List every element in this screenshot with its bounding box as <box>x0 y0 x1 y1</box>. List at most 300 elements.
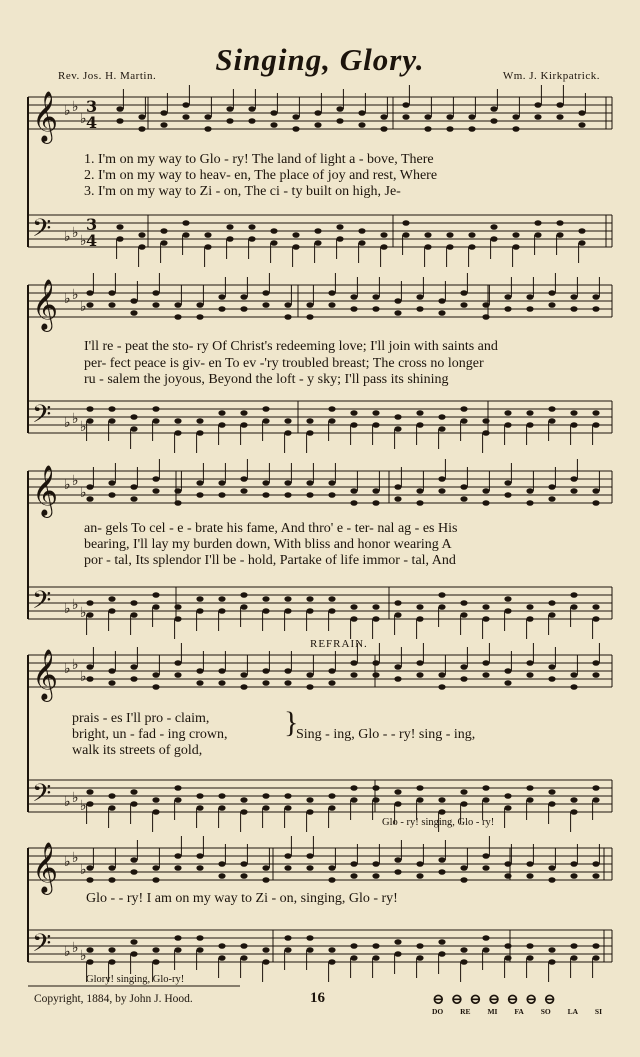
notehead <box>328 290 335 296</box>
notehead <box>526 660 533 666</box>
page-number: 16 <box>310 990 325 1006</box>
notehead <box>174 488 181 494</box>
notehead <box>86 418 93 424</box>
notehead <box>328 680 335 686</box>
notehead <box>160 122 167 128</box>
notehead <box>174 604 181 610</box>
notehead <box>438 298 445 304</box>
notehead <box>350 306 357 312</box>
notehead <box>592 943 599 949</box>
bass-clef-icon: 𝄢 <box>32 214 52 249</box>
notehead <box>358 122 365 128</box>
notehead <box>482 418 489 424</box>
notehead <box>570 797 577 803</box>
notehead <box>306 430 313 436</box>
notehead <box>394 939 401 945</box>
notehead <box>284 793 291 799</box>
notehead <box>218 873 225 879</box>
hymn-title: Singing, Glory. <box>215 42 425 77</box>
notehead <box>350 660 357 666</box>
notehead <box>248 236 255 242</box>
notehead <box>328 608 335 614</box>
notehead <box>460 789 467 795</box>
notehead <box>402 114 409 120</box>
verse-3-line-1: 3. I'm on my way to Zi - on, The ci - ty built on high, Je- <box>84 184 401 199</box>
flat-icon: ♭ <box>80 669 87 685</box>
notehead <box>438 684 445 690</box>
notehead <box>204 114 211 120</box>
notehead <box>174 314 181 320</box>
notehead <box>394 951 401 957</box>
notehead <box>438 476 445 482</box>
notehead <box>328 947 335 953</box>
notehead <box>372 500 379 506</box>
notehead <box>130 676 137 682</box>
notehead <box>196 805 203 811</box>
notehead <box>130 298 137 304</box>
notehead <box>196 430 203 436</box>
notehead <box>306 418 313 424</box>
notehead <box>548 600 555 606</box>
notehead <box>570 672 577 678</box>
notehead <box>174 853 181 859</box>
notehead <box>196 853 203 859</box>
notehead <box>226 106 233 112</box>
notehead <box>116 118 123 124</box>
flat-icon: ♭ <box>72 597 79 613</box>
notehead <box>350 873 357 879</box>
flat-icon: ♭ <box>72 850 79 866</box>
notehead <box>534 114 541 120</box>
notehead <box>86 290 93 296</box>
notehead <box>460 406 467 412</box>
notehead <box>512 232 519 238</box>
notehead <box>130 939 137 945</box>
notehead <box>328 793 335 799</box>
notehead <box>328 492 335 498</box>
notehead <box>570 592 577 598</box>
notehead <box>460 302 467 308</box>
notehead <box>438 426 445 432</box>
refrain-lyric-2: Glo - - ry! I am on my way to Zi - on, singing, Glo - ry! <box>86 891 398 906</box>
solfa-la: LA <box>567 1007 579 1016</box>
notehead <box>394 496 401 502</box>
notehead <box>306 809 313 815</box>
notehead <box>196 608 203 614</box>
notehead <box>174 430 181 436</box>
notehead <box>548 959 555 965</box>
notehead <box>548 406 555 412</box>
notehead <box>570 294 577 300</box>
notehead <box>482 616 489 622</box>
notehead <box>534 102 541 108</box>
notehead <box>240 672 247 678</box>
notehead <box>240 306 247 312</box>
notehead <box>138 114 145 120</box>
notehead <box>548 612 555 618</box>
bass-clef-icon: 𝄢 <box>32 586 52 621</box>
notehead <box>152 959 159 965</box>
notehead <box>460 290 467 296</box>
notehead <box>570 604 577 610</box>
notehead <box>108 865 115 871</box>
verse-2-line-4: bright, un - fad - ing crown, <box>72 727 228 742</box>
notehead <box>394 310 401 316</box>
notehead <box>160 240 167 246</box>
notehead <box>248 224 255 230</box>
notehead <box>174 797 181 803</box>
notehead <box>350 797 357 803</box>
notehead <box>196 314 203 320</box>
notehead <box>284 608 291 614</box>
notehead <box>204 232 211 238</box>
notehead <box>438 939 445 945</box>
notehead <box>152 947 159 953</box>
flat-icon: ♭ <box>80 485 87 501</box>
notehead <box>292 232 299 238</box>
bass-clef-icon: 𝄢 <box>32 779 52 814</box>
notehead <box>438 809 445 815</box>
notehead <box>182 102 189 108</box>
notehead <box>548 664 555 670</box>
treble-clef-icon: 𝄞 <box>32 649 59 700</box>
notehead <box>152 418 159 424</box>
notehead <box>108 406 115 412</box>
notehead <box>262 480 269 486</box>
notehead <box>226 224 233 230</box>
notehead <box>482 488 489 494</box>
notehead <box>174 418 181 424</box>
notehead <box>240 797 247 803</box>
notehead <box>86 406 93 412</box>
notehead <box>526 616 533 622</box>
notehead <box>138 244 145 250</box>
notehead <box>306 947 313 953</box>
notehead <box>526 873 533 879</box>
notehead <box>174 500 181 506</box>
notehead <box>240 488 247 494</box>
notehead <box>556 220 563 226</box>
notehead <box>262 418 269 424</box>
notehead <box>116 236 123 242</box>
notehead <box>108 492 115 498</box>
notehead <box>306 492 313 498</box>
verse-3-line-4: walk its streets of gold, <box>72 743 203 758</box>
notehead <box>152 302 159 308</box>
verse-2-line-3: bearing, I'll lay my burden down, With bliss and honor wearing A <box>84 537 452 552</box>
notehead <box>446 232 453 238</box>
notehead <box>328 418 335 424</box>
notehead <box>306 672 313 678</box>
notehead <box>482 935 489 941</box>
notehead <box>592 488 599 494</box>
flat-icon: ♭ <box>64 415 71 431</box>
time-sig-bass-bottom: 4 <box>86 231 98 250</box>
notehead <box>262 865 269 871</box>
notehead <box>372 660 379 666</box>
notehead <box>284 853 291 859</box>
notehead <box>262 680 269 686</box>
notehead <box>306 302 313 308</box>
notehead <box>350 943 357 949</box>
flat-icon: ♭ <box>64 794 71 810</box>
notehead <box>284 668 291 674</box>
notehead <box>424 244 431 250</box>
notehead <box>416 660 423 666</box>
notehead <box>490 106 497 112</box>
notehead <box>504 410 511 416</box>
notehead <box>284 418 291 424</box>
notehead <box>196 302 203 308</box>
notehead <box>130 484 137 490</box>
notehead <box>394 801 401 807</box>
notehead <box>504 943 511 949</box>
notehead <box>152 865 159 871</box>
composer-credit: Wm. J. Kirkpatrick. <box>502 70 600 82</box>
notehead <box>556 114 563 120</box>
notehead <box>196 480 203 486</box>
notehead <box>196 418 203 424</box>
notehead <box>108 480 115 486</box>
notehead <box>526 604 533 610</box>
notehead <box>548 877 555 883</box>
verse-2-line-2: per- fect peace is giv- en To ev -'ry troubled breast; The cross no longer <box>84 356 484 371</box>
verse-3-line-3: por - tal, Its splendor I'll be - hold, Partake of life immor - tal, And <box>84 553 456 568</box>
notehead <box>270 110 277 116</box>
notehead <box>372 785 379 791</box>
flat-icon: ♭ <box>64 944 71 960</box>
notehead <box>336 118 343 124</box>
notehead <box>152 877 159 883</box>
notehead <box>108 793 115 799</box>
notehead <box>138 126 145 132</box>
notehead <box>218 793 225 799</box>
notehead <box>218 608 225 614</box>
notehead <box>152 809 159 815</box>
notehead <box>570 476 577 482</box>
notehead <box>116 106 123 112</box>
notehead <box>152 797 159 803</box>
notehead <box>86 676 93 682</box>
notehead <box>182 232 189 238</box>
flat-icon: ♭ <box>72 411 79 427</box>
notehead <box>438 414 445 420</box>
notehead <box>556 102 563 108</box>
notehead <box>504 793 511 799</box>
notehead <box>570 873 577 879</box>
notehead <box>86 877 93 883</box>
notehead <box>526 785 533 791</box>
notehead <box>292 244 299 250</box>
notehead <box>526 943 533 949</box>
notehead <box>262 596 269 602</box>
notehead <box>592 955 599 961</box>
notehead <box>416 955 423 961</box>
notehead <box>218 492 225 498</box>
notehead <box>328 865 335 871</box>
notehead <box>402 102 409 108</box>
notehead <box>196 492 203 498</box>
notehead <box>218 306 225 312</box>
notehead <box>570 943 577 949</box>
notehead <box>86 865 93 871</box>
notehead <box>336 236 343 242</box>
flat-icon: ♭ <box>72 790 79 806</box>
notehead <box>218 422 225 428</box>
notehead <box>482 785 489 791</box>
notehead <box>218 294 225 300</box>
notehead <box>130 869 137 875</box>
notehead <box>262 608 269 614</box>
solfa-si: SI <box>594 1007 602 1016</box>
notehead <box>328 668 335 674</box>
notehead <box>328 959 335 965</box>
notehead <box>108 302 115 308</box>
notehead <box>350 294 357 300</box>
notehead <box>460 676 467 682</box>
notehead <box>262 805 269 811</box>
notehead <box>446 244 453 250</box>
notehead <box>160 228 167 234</box>
notehead <box>358 228 365 234</box>
notehead <box>262 492 269 498</box>
notehead <box>292 126 299 132</box>
flat-icon: ♭ <box>64 601 71 617</box>
flat-icon: ♭ <box>72 99 79 115</box>
notehead <box>394 426 401 432</box>
notehead <box>504 861 511 867</box>
time-sig-bass-top: 3 <box>86 215 98 234</box>
notehead <box>512 126 519 132</box>
notehead <box>504 680 511 686</box>
notehead <box>416 604 423 610</box>
notehead <box>460 600 467 606</box>
notehead <box>372 943 379 949</box>
notehead <box>152 592 159 598</box>
notehead <box>262 959 269 965</box>
notehead <box>270 240 277 246</box>
notehead <box>438 857 445 863</box>
time-sig-treble-top: 3 <box>86 97 98 116</box>
notehead <box>504 596 511 602</box>
notehead <box>416 488 423 494</box>
notehead <box>284 935 291 941</box>
notehead <box>284 947 291 953</box>
notehead <box>108 959 115 965</box>
notehead <box>350 604 357 610</box>
notehead <box>284 314 291 320</box>
notehead <box>468 126 475 132</box>
notehead <box>152 604 159 610</box>
refrain-lyric-1: Sing - ing, Glo - - ry! sing - ing, <box>296 727 476 742</box>
notehead <box>174 672 181 678</box>
flat-icon: ♭ <box>72 657 79 673</box>
notehead <box>86 484 93 490</box>
notehead <box>240 861 247 867</box>
notehead <box>372 616 379 622</box>
notehead <box>314 122 321 128</box>
solfa-noteheads-icon: ⊖⊖⊖⊖⊖⊖⊖ <box>432 992 562 1008</box>
notehead <box>570 955 577 961</box>
notehead <box>328 596 335 602</box>
notehead <box>372 955 379 961</box>
notehead <box>218 680 225 686</box>
notehead <box>240 943 247 949</box>
notehead <box>284 865 291 871</box>
notehead <box>592 500 599 506</box>
notehead <box>130 600 137 606</box>
notehead <box>108 596 115 602</box>
notehead <box>482 302 489 308</box>
notehead <box>350 672 357 678</box>
notehead <box>174 935 181 941</box>
notehead <box>438 592 445 598</box>
notehead <box>314 240 321 246</box>
notehead <box>240 294 247 300</box>
flat-icon: ♭ <box>64 229 71 245</box>
notehead <box>372 672 379 678</box>
flat-icon: ♭ <box>80 862 87 878</box>
notehead <box>182 114 189 120</box>
notehead <box>86 612 93 618</box>
notehead <box>372 306 379 312</box>
notehead <box>372 873 379 879</box>
notehead <box>306 853 313 859</box>
notehead <box>394 414 401 420</box>
flat-icon: ♭ <box>80 111 87 127</box>
notehead <box>468 232 475 238</box>
notehead <box>380 244 387 250</box>
notehead <box>152 672 159 678</box>
notehead <box>438 869 445 875</box>
flat-icon: ♭ <box>72 940 79 956</box>
notehead <box>446 126 453 132</box>
notehead <box>130 951 137 957</box>
notehead <box>504 608 511 614</box>
notehead <box>578 240 585 246</box>
notehead <box>328 877 335 883</box>
notehead <box>240 476 247 482</box>
notehead <box>284 302 291 308</box>
notehead <box>578 110 585 116</box>
notehead <box>336 224 343 230</box>
notehead <box>446 114 453 120</box>
notehead <box>262 877 269 883</box>
notehead <box>284 492 291 498</box>
notehead <box>460 664 467 670</box>
notehead <box>526 500 533 506</box>
notehead <box>262 947 269 953</box>
verse-1-line-3: an- gels To cel - e - brate his fame, And thro' e - ter- nal ag - es His <box>84 521 458 536</box>
notehead <box>394 612 401 618</box>
notehead <box>130 612 137 618</box>
notehead <box>108 608 115 614</box>
notehead <box>482 672 489 678</box>
notehead <box>86 302 93 308</box>
flat-icon: ♭ <box>64 661 71 677</box>
notehead <box>218 943 225 949</box>
notehead <box>394 789 401 795</box>
notehead <box>350 410 357 416</box>
notehead <box>350 785 357 791</box>
notehead <box>372 861 379 867</box>
notehead <box>416 422 423 428</box>
notehead <box>160 110 167 116</box>
notehead <box>248 118 255 124</box>
notehead <box>592 672 599 678</box>
notehead <box>350 500 357 506</box>
notehead <box>306 684 313 690</box>
